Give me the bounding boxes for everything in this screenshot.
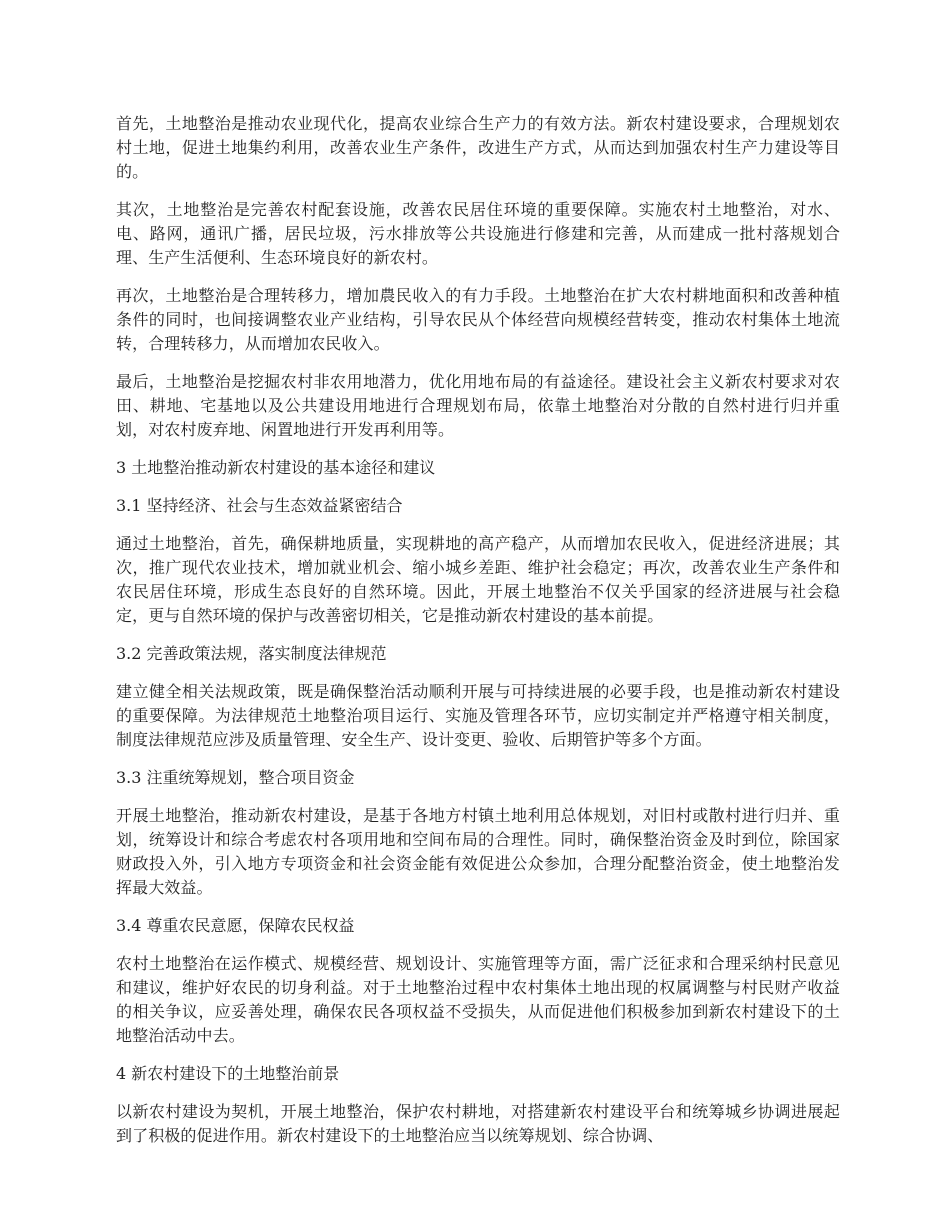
section-heading-3-2: 3.2 完善政策法规，落实制度法律规范 (116, 644, 387, 663)
paragraph-4: 最后，土地整治是挖掘农村非农用地潜力，优化用地布局的有益途径。建设社会主义新农村要求对农田、耕地、宅基地以及公共建设用地进行合理规划布局，依靠土地整治对分散的自然村进行归并重划，对农村废弃地、闲置地进行开发再利用等。 (116, 372, 840, 439)
section-heading-3-1: 3.1 坚持经济、社会与生态效益紧密结合 (116, 496, 403, 515)
paragraph-4-intro: 以新农村建设为契机，开展土地整治，保护农村耕地，对搭建新农村建设平台和统筹城乡协调进展起到了积极的促进作用。新农村建设下的土地整治应当以统筹规划、综合协调、 (116, 1102, 840, 1145)
section-heading-3-4: 3.4 尊重农民意愿，保障农民权益 (116, 916, 355, 935)
paragraph-1: 首先，土地整治是推动农业现代化，提高农业综合生产力的有效方法。新农村建设要求，合理规划农村土地，促进土地集约利用，改善农业生产条件，改进生产方式，从而达到加强农村生产力建设等目的。 (116, 114, 840, 181)
section-heading-4: 4 新农村建设下的土地整治前景 (116, 1064, 340, 1083)
paragraph-3-1: 通过土地整治，首先，确保耕地质量，实现耕地的高产稳产，从而增加农民收入，促进经济进展；其次，推广现代农业技术，增加就业机会、缩小城乡差距、维护社会稳定；再次，改善农业生产条件和农民居住环境，形成生态良好的自然环境。因此，开展土地整治不仅关乎国家的经济进展与社会稳定，更与自然环境的保护与改善密切相关，它是推动新农村建设的基本前提。 (116, 534, 840, 625)
paragraph-3-3: 开展土地整治，推动新农村建设，是基于各地方村镇土地利用总体规划，对旧村或散村进行归并、重划，统筹设计和综合考虑农村各项用地和空间布局的合理性。同时，确保整治资金及时到位，除国家财政投入外，引入地方专项资金和社会资金能有效促进公众参加，合理分配整治资金，使土地整治发挥最大效益。 (116, 806, 840, 897)
paragraph-3-4: 农村土地整治在运作模式、规模经营、规划设计、实施管理等方面，需广泛征求和合理采纳村民意见和建议，维护好农民的切身利益。对于土地整治过程中农村集体土地出现的权属调整与村民财产收益的相关争议，应妥善处理，确保农民各项权益不受损失，从而促进他们积极参加到新农村建设下的土地整治活动中去。 (116, 954, 840, 1045)
paragraph-3: 再次，土地整治是合理转移力，增加農民收入的有力手段。土地整治在扩大农村耕地面积和改善种植条件的同时，也间接调整农业产业结构，引导农民从个体经营向规模经营转变，推动农村集体土地流转，合理转移力，从而增加农民收入。 (116, 286, 840, 353)
paragraph-3-2: 建立健全相关法规政策，既是确保整治活动顺利开展与可持续进展的必要手段，也是推动新农村建设的重要保障。为法律规范土地整治项目运行、实施及管理各环节，应切实制定并严格遵守相关制度，制度法律规范应涉及质量管理、安全生产、设计变更、验收、后期管护等多个方面。 (116, 682, 840, 749)
paragraph-2: 其次，土地整治是完善农村配套设施，改善农民居住环境的重要保障。实施农村土地整治，对水、电、路网，通讯广播，居民垃圾，污水排放等公共设施进行修建和完善，从而建成一批村落规划合理、生产生活便利、生态环境良好的新农村。 (116, 200, 840, 267)
document-page (116, 112, 840, 1162)
section-heading-3-3: 3.3 注重统筹规划，整合项目资金 (116, 768, 355, 787)
section-heading-3: 3 土地整治推动新农村建设的基本途径和建议 (116, 458, 436, 477)
